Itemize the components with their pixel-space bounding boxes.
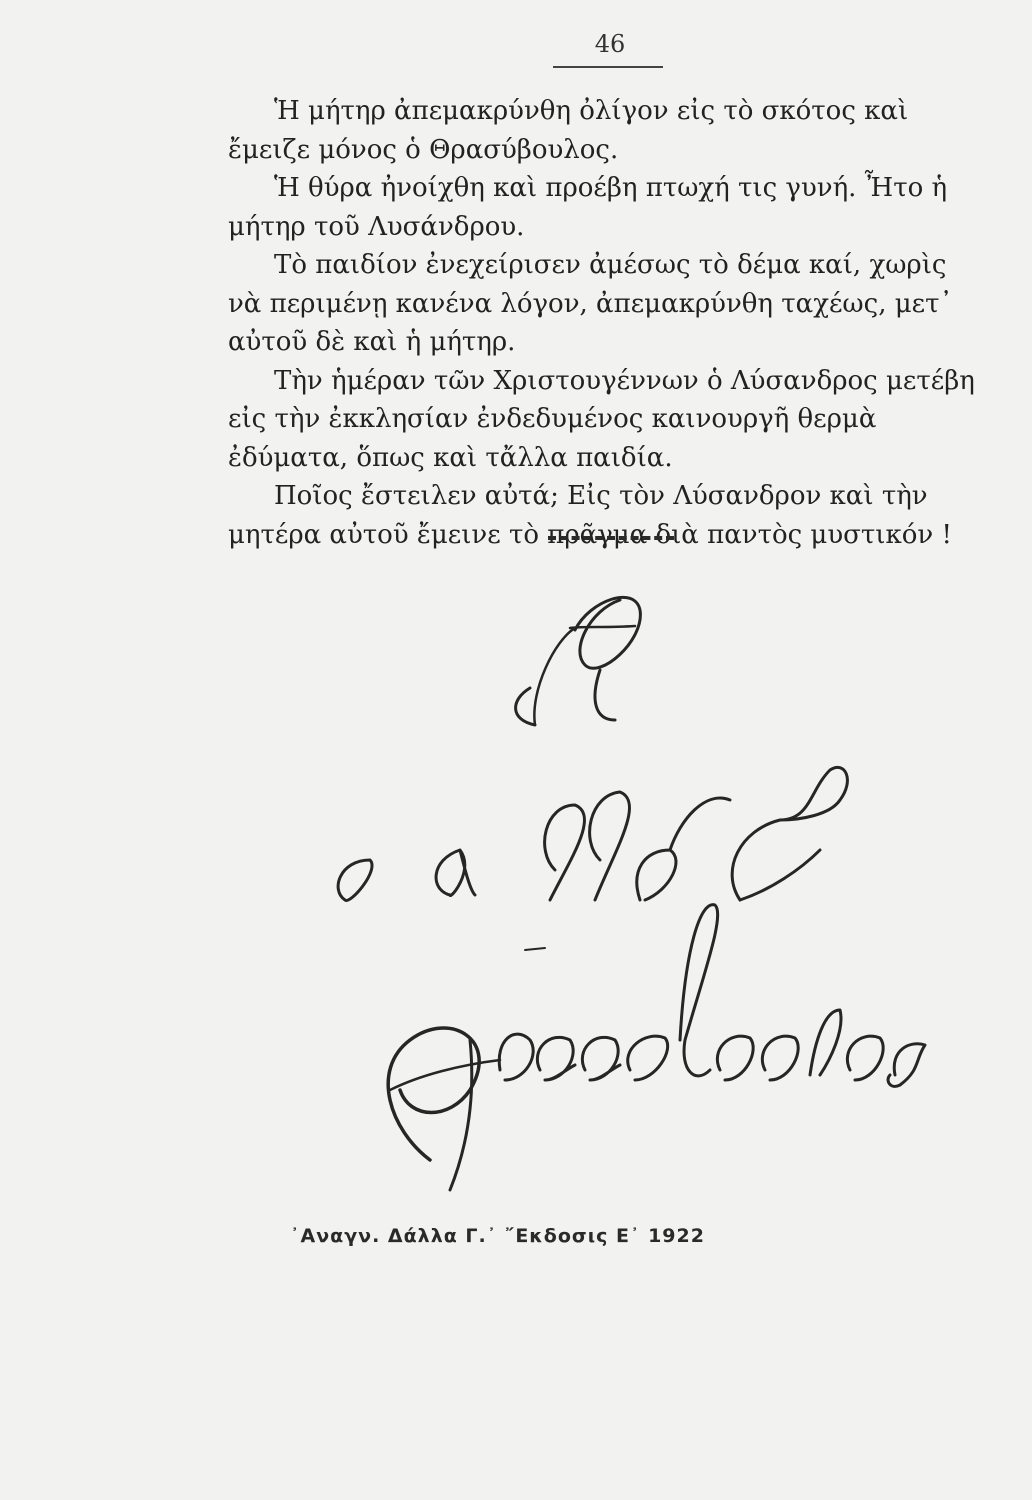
- paragraph-1: Ἡ μήτηρ ἀπεμακρύνθη ὀλίγον εἰς τὸ σκότος καὶ ἔμειζε μόνος ὁ Θρασύβουλος.: [228, 96, 909, 165]
- imprint-line: ᾽Αναγν. Δάλλα Γ.᾽ ῎Εκδοσις Ε᾽ 1922: [290, 1225, 705, 1247]
- body-text: [228, 92, 988, 554]
- paragraph-3: Τὸ παιδίον ἐνεχείρισεν ἀμέσως τὸ δέμα καί, χωρὶς νὰ περιμένῃ κανένα λόγον, ἀπεμακρύνθη ταχέως, μετ᾽ αὐτοῦ δὲ καὶ ἡ μήτηρ.: [228, 250, 953, 357]
- page-number: 46: [594, 30, 626, 58]
- paragraph-2: Ἡ θύρα ἠνοίχθη καὶ προέβη πτωχή τις γυνή. Ἦτο ἡ μήτηρ τοῦ Λυσάνδρου.: [228, 173, 948, 242]
- page-number-rule: [553, 66, 663, 68]
- paragraph-4: Τὴν ἡμέραν τῶν Χριστουγέννων ὁ Λύσανδρος μετέβη εἰς τὴν ἐκκλησίαν ἐνδεδυμένος καινουργῆ θερμὰ ἐδύματα, ὅπως καὶ τἄλλα παιδία.: [228, 365, 975, 473]
- section-divider: [548, 536, 674, 544]
- signature-calligraphy-icon: [300, 570, 960, 1230]
- paragraph-5: Ποῖος ἔστειλεν αὐτά; Εἰς τὸν Λύσανδρον καὶ τὴν μητέρα αὐτοῦ ἔμεινε τὸ πρᾶγμα διὰ παντὸς μυστικόν !: [228, 481, 952, 550]
